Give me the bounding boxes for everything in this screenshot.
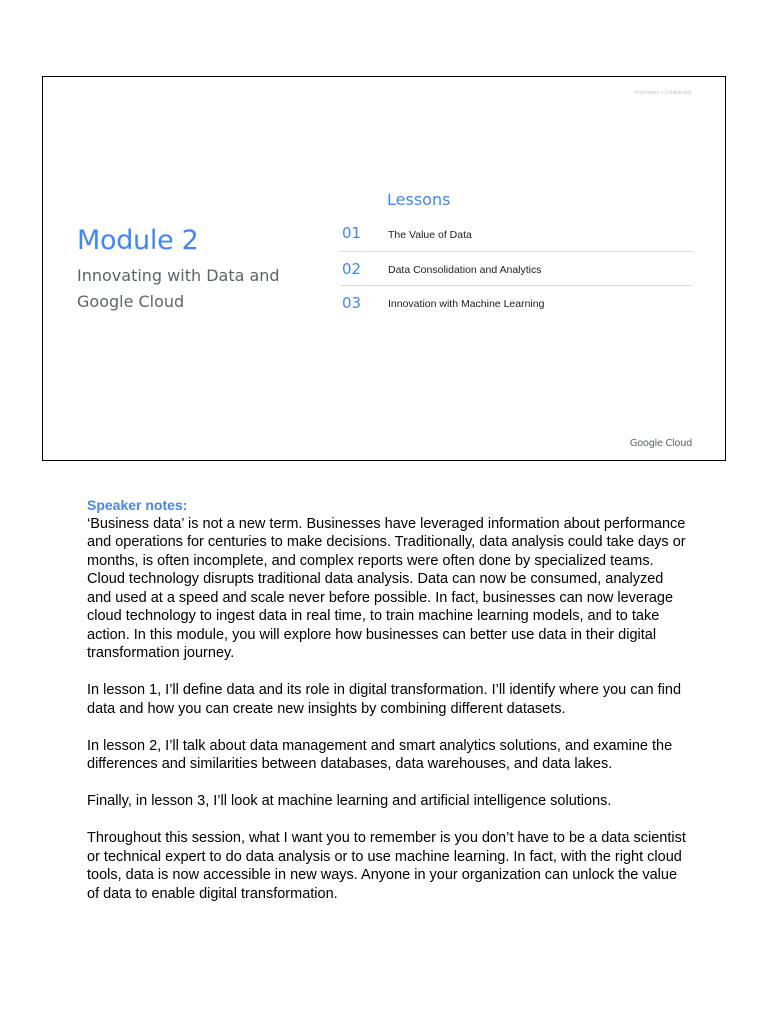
lesson-label: The Value of Data <box>388 229 472 241</box>
proprietary-label: Proprietary + Confidential <box>634 90 691 96</box>
lesson-item <box>340 285 692 319</box>
lesson-label: Data Consolidation and Analytics <box>388 264 542 276</box>
lesson-item <box>340 251 692 285</box>
google-cloud-logo: Google Cloud <box>629 438 692 449</box>
notes-paragraph: In lesson 1, I’ll define data and its role in digital transformation. I’ll identify where you can find data and how you can create new insights by combining different datasets. <box>87 682 682 717</box>
module-title: Module 2 <box>77 225 199 256</box>
lesson-number: 02 <box>342 260 362 278</box>
lesson-number: 01 <box>342 224 362 242</box>
speaker-notes <box>87 496 687 922</box>
notes-paragraph: ‘Business data’ is not a new term. Businesses have leveraged information about performance and operations for centuries to make decisions. Traditionally, data analysis could take days or months, is often incomplete, and complex reports were often done by specialized teams. Cloud technology disrupts traditional data analysis. Data can now be consumed, analyzed and used at a speed and scale never before possible. In fact, businesses can now leverage cloud technology to ingest data in real time, to train machine learning models, and to take action. In this module, you will explore how businesses can better use data in their digital transformation journey. <box>87 515 686 661</box>
lesson-item <box>340 217 692 251</box>
lesson-label: Innovation with Machine Learning <box>388 298 545 310</box>
slide-thumbnail <box>42 76 726 461</box>
notes-paragraph: Finally, in lesson 3, I’ll look at machine learning and artificial intelligence solutions. <box>87 793 612 809</box>
notes-paragraph: Throughout this session, what I want you to remember is you don’t have to be a data scientist or technical expert to do data analysis or to use machine learning. In fact, with the right cloud tools, data is now accessible in new ways. Anyone in your organization can unlock the value of data to enable digital transformation. <box>87 830 686 902</box>
speaker-notes-heading: Speaker notes: <box>87 497 188 513</box>
notes-paragraph: In lesson 2, I’ll talk about data management and smart analytics solutions, and examine the differences and similarities between databases, data warehouses, and data lakes. <box>87 737 673 772</box>
lessons-heading: Lessons <box>387 190 451 209</box>
module-subtitle: Innovating with Data and Google Cloud <box>77 266 280 311</box>
lesson-number: 03 <box>342 294 362 312</box>
